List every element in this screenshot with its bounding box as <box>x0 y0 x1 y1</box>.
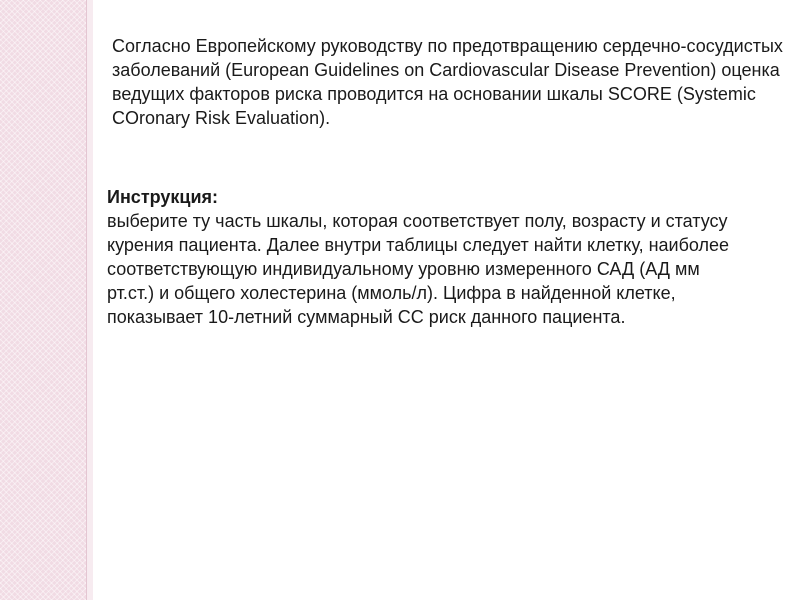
instruction-heading: Инструкция: <box>107 187 219 207</box>
instruction-body: выберите ту часть шкалы, которая соответствует полу, возрасту и статусу курения пациента. Далее внутри таблицы следует найти клетку, наиболее соответствующую индивидуальному уровню измеренного САД (АД мм рт.ст.) и общего холестерина (ммоль/л). Цифра в найденной клетке, показывает 10-летний суммарный СС риск данного пациента. <box>107 211 730 327</box>
decorative-side-stripe <box>0 0 86 600</box>
instruction-block <box>107 185 747 329</box>
intro-paragraph: Согласно Европейскому руководству по предотвращению сердечно-сосудистых заболеваний (European Guidelines on Cardiovascular Disease Prevention) оценка ведущих факторов риска проводится на основании шкалы SCORE (Systemic COronary Risk Evaluation). <box>112 36 783 128</box>
decorative-side-border <box>86 0 93 600</box>
